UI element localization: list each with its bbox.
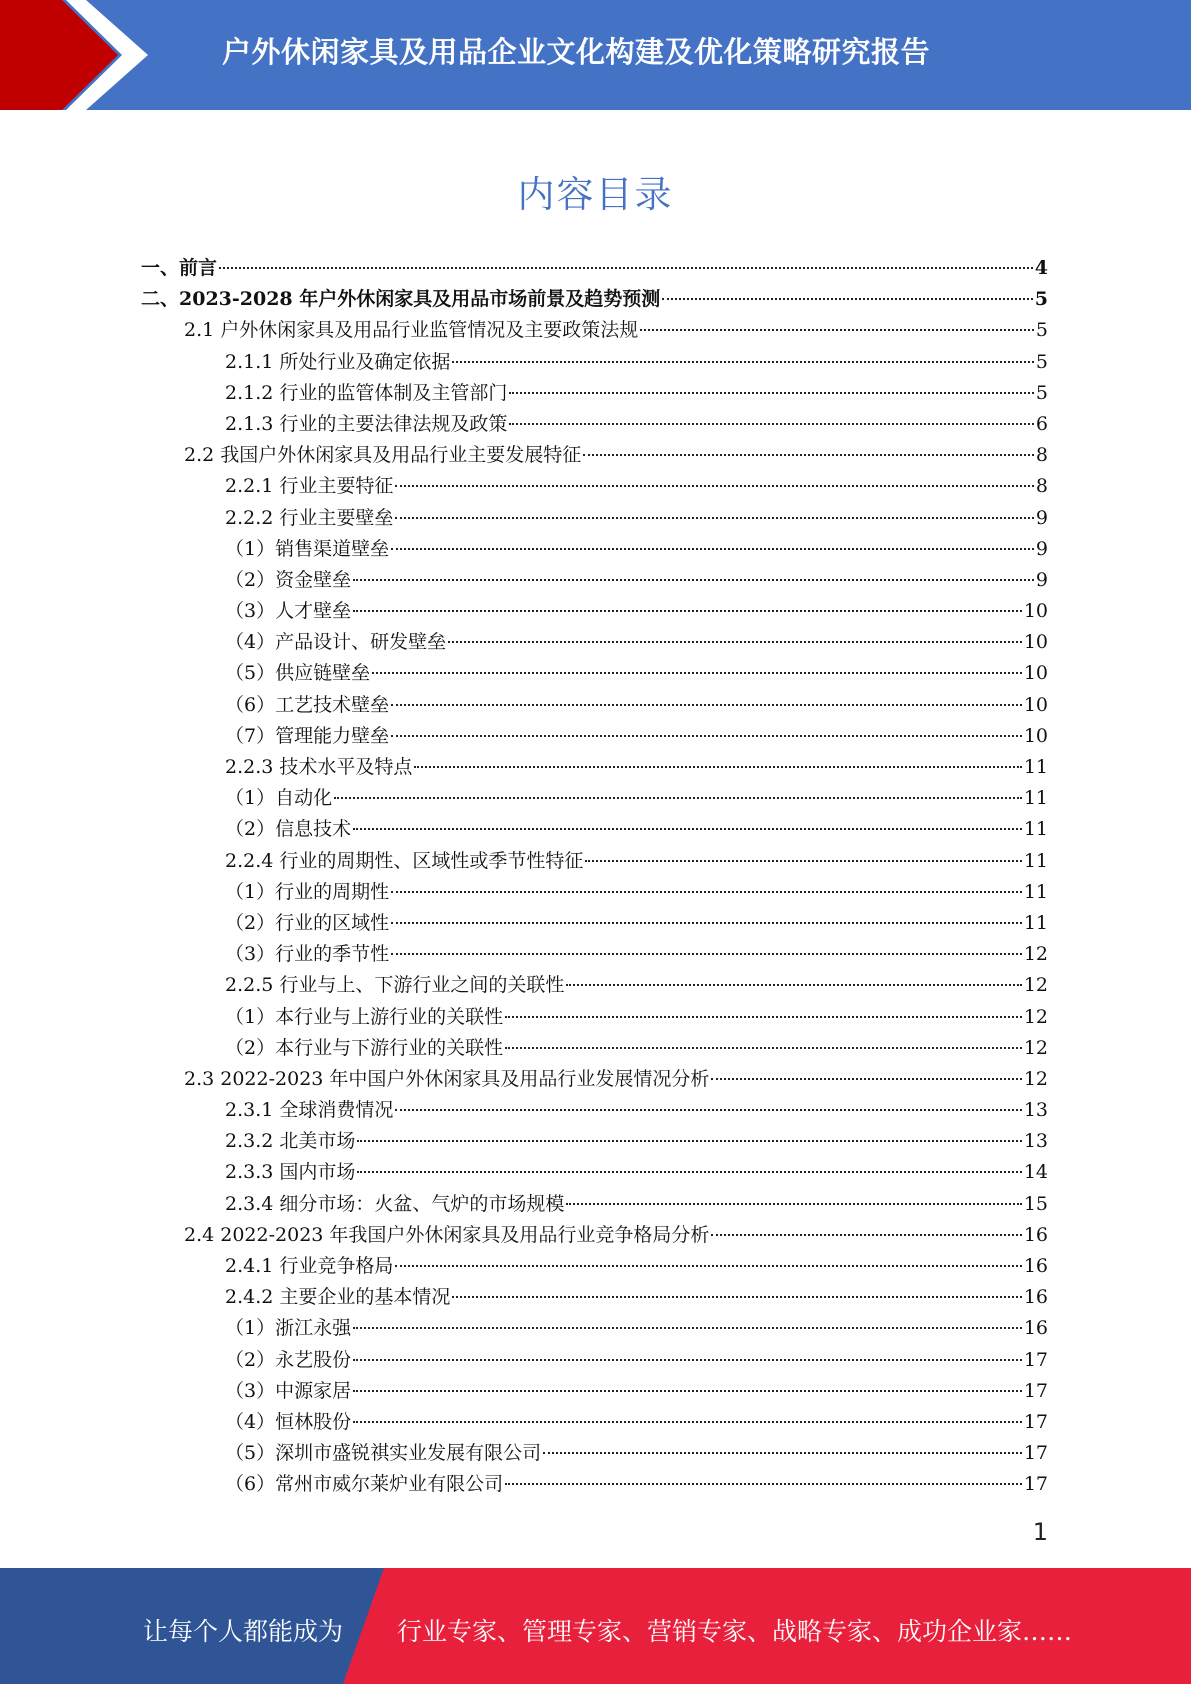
toc-entry[interactable] [141, 347, 1048, 378]
toc-entry[interactable] [141, 1376, 1048, 1407]
toc-entry-page: 14 [1023, 1161, 1048, 1184]
toc-entry-page: 11 [1023, 787, 1048, 810]
toc-dot-leader [395, 517, 1034, 519]
toc-entry-label: 2.3.2 北美市场 [225, 1130, 356, 1153]
toc-entry-label: 2.3.1 全球消费情况 [225, 1099, 394, 1122]
toc-entry-page: 12 [1023, 974, 1048, 997]
toc-entry[interactable] [141, 814, 1048, 845]
toc-dot-leader [391, 548, 1034, 550]
toc-entry[interactable] [141, 1282, 1048, 1313]
toc-entry-page: 15 [1023, 1192, 1048, 1215]
toc-dot-leader [452, 361, 1034, 363]
toc-dot-leader [505, 1483, 1022, 1485]
toc-entry-page: 10 [1023, 724, 1048, 747]
toc-entry[interactable] [141, 1064, 1048, 1095]
toc-dot-leader [357, 1171, 1021, 1173]
toc-entry-label: 一、前言 [141, 257, 218, 279]
toc-entry[interactable] [141, 409, 1048, 440]
toc-entry[interactable] [141, 253, 1048, 284]
toc-entry[interactable] [141, 658, 1048, 689]
toc-entry[interactable] [141, 1126, 1048, 1157]
toc-entry[interactable] [141, 690, 1048, 721]
toc-entry[interactable] [141, 1407, 1048, 1438]
toc-entry[interactable] [141, 970, 1048, 1001]
toc-entry[interactable] [141, 846, 1048, 877]
toc-entry[interactable] [141, 877, 1048, 908]
toc-entry-label: 2.1.3 行业的主要法律法规及政策 [225, 412, 508, 435]
toc-entry-page: 12 [1023, 943, 1048, 966]
toc-entry[interactable] [141, 378, 1048, 409]
toc-entry-label: （2）永艺股份 [225, 1348, 352, 1371]
toc-entry-page: 10 [1023, 600, 1048, 623]
toc-entry[interactable] [141, 627, 1048, 658]
toc-dot-leader [395, 1109, 1021, 1111]
toc-entry-label: （4）产品设计、研发壁垒 [225, 631, 447, 654]
toc-entry-label: （6）工艺技术壁垒 [225, 693, 390, 716]
toc-entry-page: 13 [1023, 1099, 1048, 1122]
toc-dot-leader [583, 454, 1034, 456]
toc-entry[interactable] [141, 1345, 1048, 1376]
toc-entry-label: （6）常州市威尔莱炉业有限公司 [225, 1473, 504, 1496]
toc-entry-page: 9 [1035, 537, 1048, 560]
toc-entry[interactable] [141, 783, 1048, 814]
toc-dot-leader [353, 610, 1022, 612]
toc-entry[interactable] [141, 1313, 1048, 1344]
toc-entry-page: 11 [1023, 756, 1048, 778]
toc-entry-label: 2.2.2 行业主要壁垒 [225, 506, 394, 529]
toc-entry-page: 4 [1034, 257, 1048, 279]
toc-entry-page: 11 [1023, 849, 1048, 872]
toc-entry-label: （3）行业的季节性 [225, 943, 390, 966]
toc-dot-leader [357, 1140, 1021, 1142]
toc-dot-leader [505, 1047, 1022, 1049]
toc-entry-page: 13 [1023, 1130, 1048, 1153]
toc-entry-label: （1）浙江永强 [225, 1317, 352, 1340]
toc-entry-page: 17 [1023, 1473, 1048, 1496]
report-title: 户外休闲家具及用品企业文化构建及优化策略研究报告 [222, 35, 931, 69]
toc-entry[interactable] [141, 1469, 1048, 1500]
toc-entry[interactable] [141, 1220, 1048, 1251]
toc-entry[interactable] [141, 939, 1048, 970]
toc-entry-page: 11 [1023, 818, 1048, 841]
toc-dot-leader [566, 1203, 1021, 1205]
toc-dot-leader [391, 891, 1022, 893]
footer-slogan-right: 行业专家、管理专家、营销专家、战略专家、成功企业家…… [397, 1617, 1073, 1646]
toc-entry-label: （3）人才壁垒 [225, 600, 352, 623]
toc-dot-leader [391, 735, 1022, 737]
toc-dot-leader [391, 953, 1022, 955]
toc-entry[interactable] [141, 534, 1048, 565]
toc-entry-label: （5）供应链壁垒 [225, 662, 371, 685]
toc-dot-leader [372, 672, 1022, 674]
toc-entry[interactable] [141, 565, 1048, 596]
toc-entry[interactable] [141, 503, 1048, 534]
toc-dot-leader [711, 1078, 1021, 1080]
toc-entry-page: 11 [1023, 911, 1048, 934]
toc-entry-label: 2.2.5 行业与上、下游行业之间的关联性 [225, 974, 565, 997]
toc-entry-page: 9 [1035, 568, 1048, 591]
toc-dot-leader [334, 797, 1022, 799]
toc-entry-page: 17 [1023, 1442, 1048, 1465]
toc-entry-label: 2.2.4 行业的周期性、区域性或季节性特征 [225, 849, 584, 872]
toc-dot-leader [711, 1234, 1021, 1236]
toc-entry-label: 2.1.1 所处行业及确定依据 [225, 350, 451, 373]
toc-entry-page: 9 [1035, 506, 1048, 529]
toc-entry-page: 16 [1023, 1317, 1048, 1340]
toc-entry-page: 12 [1023, 1005, 1048, 1028]
toc-entry[interactable] [141, 752, 1048, 783]
toc-entry-label: 2.2.1 行业主要特征 [225, 475, 394, 498]
toc-dot-leader [509, 392, 1034, 394]
toc-entry-page: 8 [1035, 444, 1048, 467]
toc-entry-label: （1）本行业与上游行业的关联性 [225, 1005, 504, 1028]
toc-dot-leader [391, 922, 1022, 924]
toc-entry-label: （2）本行业与下游行业的关联性 [225, 1036, 504, 1059]
toc-entry-page: 16 [1023, 1255, 1048, 1277]
toc-dot-leader [414, 766, 1021, 768]
toc-dot-leader [219, 267, 1033, 269]
toc-entry-label: （2）资金壁垒 [225, 568, 352, 591]
toc-entry[interactable] [141, 471, 1048, 502]
toc-entry-label: （2）信息技术 [225, 818, 352, 841]
toc-entry[interactable] [141, 284, 1048, 315]
toc-entry[interactable] [141, 1095, 1048, 1126]
toc-dot-leader [353, 828, 1022, 830]
toc-heading: 内容目录 [517, 173, 674, 216]
header-banner [0, 0, 1191, 110]
toc-entry-label: （4）恒林股份 [225, 1410, 352, 1433]
toc-entry[interactable] [141, 908, 1048, 939]
toc-dot-leader [395, 485, 1034, 487]
toc-entry-label: 2.1 户外休闲家具及用品行业监管情况及主要政策法规 [184, 319, 639, 342]
toc-dot-leader [543, 1452, 1022, 1454]
toc-entry-page: 5 [1035, 319, 1048, 342]
table-of-contents [141, 253, 1048, 1501]
toc-entry[interactable] [141, 721, 1048, 752]
toc-entry-label: 2.4.1 行业竞争格局 [225, 1255, 394, 1277]
toc-dot-leader [585, 860, 1021, 862]
toc-entry-label: 2.4 2022-2023 年我国户外休闲家具及用品行业竞争格局分析 [184, 1223, 710, 1246]
toc-entry-label: 2.3.3 国内市场 [225, 1161, 356, 1184]
footer-slogan-left: 让每个人都能成为 [143, 1617, 344, 1646]
toc-entry-label: （2）行业的区域性 [225, 911, 390, 934]
toc-entry-page: 17 [1023, 1410, 1048, 1433]
toc-dot-leader [353, 1359, 1022, 1361]
toc-entry-page: 6 [1035, 412, 1048, 435]
toc-dot-leader [505, 1016, 1022, 1018]
page-number: 1 [1032, 1518, 1048, 1546]
toc-entry-page: 5 [1034, 288, 1048, 311]
toc-entry-label: （1）自动化 [225, 787, 333, 810]
toc-entry-page: 17 [1023, 1379, 1048, 1402]
toc-entry[interactable] [141, 1157, 1048, 1188]
toc-entry-page: 10 [1023, 631, 1048, 654]
toc-entry[interactable] [141, 1189, 1048, 1220]
toc-entry-page: 10 [1023, 662, 1048, 685]
toc-entry[interactable] [141, 1438, 1048, 1469]
toc-entry-label: 2.2.3 技术水平及特点 [225, 756, 413, 778]
toc-entry-label: 二、2023-2028 年户外休闲家具及用品市场前景及趋势预测 [141, 288, 661, 311]
toc-dot-leader [391, 704, 1022, 706]
toc-dot-leader [662, 298, 1033, 300]
toc-entry-page: 11 [1023, 880, 1048, 903]
toc-entry-page: 12 [1023, 1036, 1048, 1059]
toc-entry-page: 12 [1023, 1067, 1048, 1090]
toc-entry[interactable] [141, 440, 1048, 471]
toc-entry-label: 2.1.2 行业的监管体制及主管部门 [225, 381, 508, 404]
toc-entry-label: 2.2 我国户外休闲家具及用品行业主要发展特征 [184, 444, 582, 467]
toc-dot-leader [452, 1296, 1021, 1298]
toc-entry[interactable] [141, 1251, 1048, 1282]
toc-entry-page: 5 [1035, 381, 1048, 404]
toc-dot-leader [353, 1327, 1022, 1329]
toc-entry[interactable] [141, 315, 1048, 346]
toc-dot-leader [353, 1421, 1022, 1423]
toc-entry[interactable] [141, 1033, 1048, 1064]
footer-banner [0, 1568, 1191, 1684]
toc-entry-label: （1）销售渠道壁垒 [225, 537, 390, 560]
toc-entry-page: 10 [1023, 693, 1048, 716]
toc-entry[interactable] [141, 596, 1048, 627]
toc-dot-leader [353, 1390, 1022, 1392]
toc-entry-label: 2.4.2 主要企业的基本情况 [225, 1286, 451, 1309]
toc-entry-page: 16 [1023, 1223, 1048, 1246]
toc-dot-leader [395, 1265, 1021, 1267]
toc-entry-label: 2.3 2022-2023 年中国户外休闲家具及用品行业发展情况分析 [184, 1067, 710, 1090]
toc-entry[interactable] [141, 1002, 1048, 1033]
toc-entry-page: 17 [1023, 1348, 1048, 1371]
toc-entry-label: （7）管理能力壁垒 [225, 724, 390, 747]
toc-dot-leader [566, 984, 1021, 986]
toc-entry-page: 8 [1035, 475, 1048, 498]
toc-dot-leader [353, 579, 1034, 581]
toc-entry-page: 5 [1035, 350, 1048, 373]
toc-entry-page: 16 [1023, 1286, 1048, 1309]
toc-entry-label: 2.3.4 细分市场：火盆、气炉的市场规模 [225, 1192, 565, 1215]
toc-dot-leader [640, 329, 1034, 331]
toc-entry-label: （3）中源家居 [225, 1379, 352, 1402]
toc-entry-label: （5）深圳市盛锐祺实业发展有限公司 [225, 1442, 542, 1465]
toc-entry-label: （1）行业的周期性 [225, 880, 390, 903]
toc-dot-leader [448, 641, 1022, 643]
toc-dot-leader [509, 423, 1034, 425]
